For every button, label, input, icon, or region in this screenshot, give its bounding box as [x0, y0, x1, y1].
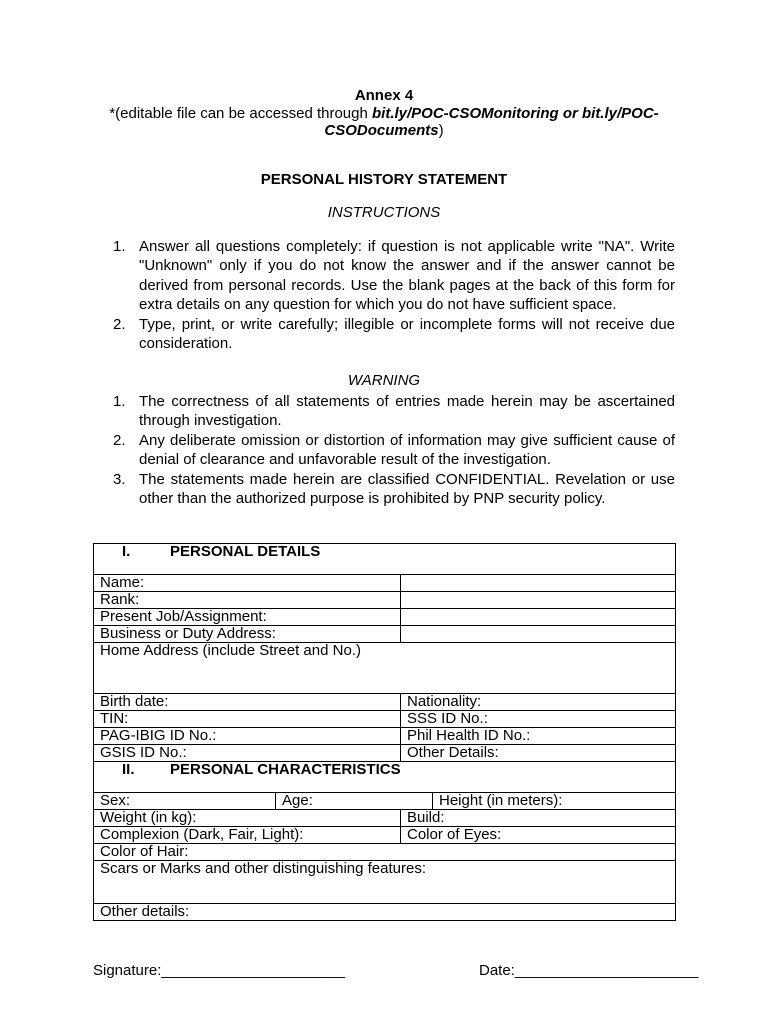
instructions-list [113, 237, 675, 353]
tin-field[interactable]: TIN: [94, 711, 401, 728]
table-row [94, 904, 676, 921]
date-line[interactable]: Date:______________________ [479, 962, 699, 979]
signature-line[interactable]: Signature:______________________ [93, 962, 345, 979]
section-header-personal-characteristics: II. PERSONAL CHARACTERISTICS [94, 762, 676, 793]
height-field[interactable]: Height (in meters): [433, 793, 676, 810]
warning-heading: WARNING [347, 372, 421, 389]
rank-field[interactable] [401, 592, 676, 609]
instruction-item: 2. Type, print, or write carefully; illegible or incomplete forms will not receive due consideration. [113, 315, 675, 353]
hair-color-field[interactable]: Color of Hair: [94, 844, 676, 861]
table-row [94, 592, 676, 609]
business-address-label: Business or Duty Address: [94, 626, 401, 643]
table-row [94, 728, 676, 745]
warning-item: 3. The statements made herein are classified CONFIDENTIAL. Revelation or use other than the authorized purpose is prohibited by PNP security policy. [113, 470, 675, 508]
annex-title: Annex 4 [354, 87, 414, 104]
table-row [94, 643, 676, 694]
complexion-field[interactable]: Complexion (Dark, Fair, Light): [94, 827, 401, 844]
table-row [94, 609, 676, 626]
table-row [94, 810, 676, 827]
birth-date-field[interactable]: Birth date: [94, 694, 401, 711]
job-field[interactable] [401, 609, 676, 626]
gsis-field[interactable]: GSIS ID No.: [94, 745, 401, 762]
name-field[interactable] [401, 575, 676, 592]
home-address-field[interactable]: Home Address (include Street and No.) [94, 643, 676, 694]
philhealth-field[interactable]: Phil Health ID No.: [401, 728, 676, 745]
annex-note [84, 105, 684, 139]
eye-color-field[interactable]: Color of Eyes: [401, 827, 676, 844]
table-row [94, 793, 676, 810]
business-address-field[interactable] [401, 626, 676, 643]
table-row [94, 745, 676, 762]
name-label: Name: [94, 575, 401, 592]
warning-list [113, 392, 675, 508]
warning-item: 2. Any deliberate omission or distortion of information may give sufficient cause of denial of clearance and unfavorable result of the investigation. [113, 431, 675, 469]
table-row [94, 827, 676, 844]
age-field[interactable]: Age: [276, 793, 433, 810]
table-row [94, 575, 676, 592]
sss-field[interactable]: SSS ID No.: [401, 711, 676, 728]
annex-note-links[interactable]: bit.ly/POC-CSOMonitoring or bit.ly/POC-CSODocuments [324, 105, 659, 139]
other-details-field[interactable]: Other Details: [401, 745, 676, 762]
table-row [94, 711, 676, 728]
pagibig-field[interactable]: PAG-IBIG ID No.: [94, 728, 401, 745]
rank-label: Rank: [94, 592, 401, 609]
section-header-personal-details: I. PERSONAL DETAILS [94, 544, 676, 575]
instructions-heading: INSTRUCTIONS [327, 204, 441, 221]
nationality-field[interactable]: Nationality: [401, 694, 676, 711]
table-row [94, 861, 676, 904]
table-row [94, 694, 676, 711]
job-label: Present Job/Assignment: [94, 609, 401, 626]
other-characteristics-field[interactable]: Other details: [94, 904, 676, 921]
annex-note-prefix: *(editable file can be accessed through [109, 105, 372, 122]
weight-field[interactable]: Weight (in kg): [94, 810, 401, 827]
sex-field[interactable]: Sex: [94, 793, 276, 810]
personal-history-form [93, 543, 676, 921]
instruction-item: 1. Answer all questions completely: if question is not applicable write "NA". Write "Unknown" only if you do not know the answer and if the answer cannot be derived from personal records. Use the blank pages at the back of this form for extra details on any question for which you do not have sufficient space. [113, 238, 675, 314]
warning-item: 1. The correctness of all statements of entries made herein may be ascertained through investigation. [113, 393, 675, 430]
annex-note-suffix: ) [438, 122, 444, 139]
scars-marks-field[interactable]: Scars or Marks and other distinguishing features: [94, 861, 676, 904]
document-title: PERSONAL HISTORY STATEMENT [260, 171, 508, 188]
table-row [94, 626, 676, 643]
build-field[interactable]: Build: [401, 810, 676, 827]
table-row [94, 844, 676, 861]
